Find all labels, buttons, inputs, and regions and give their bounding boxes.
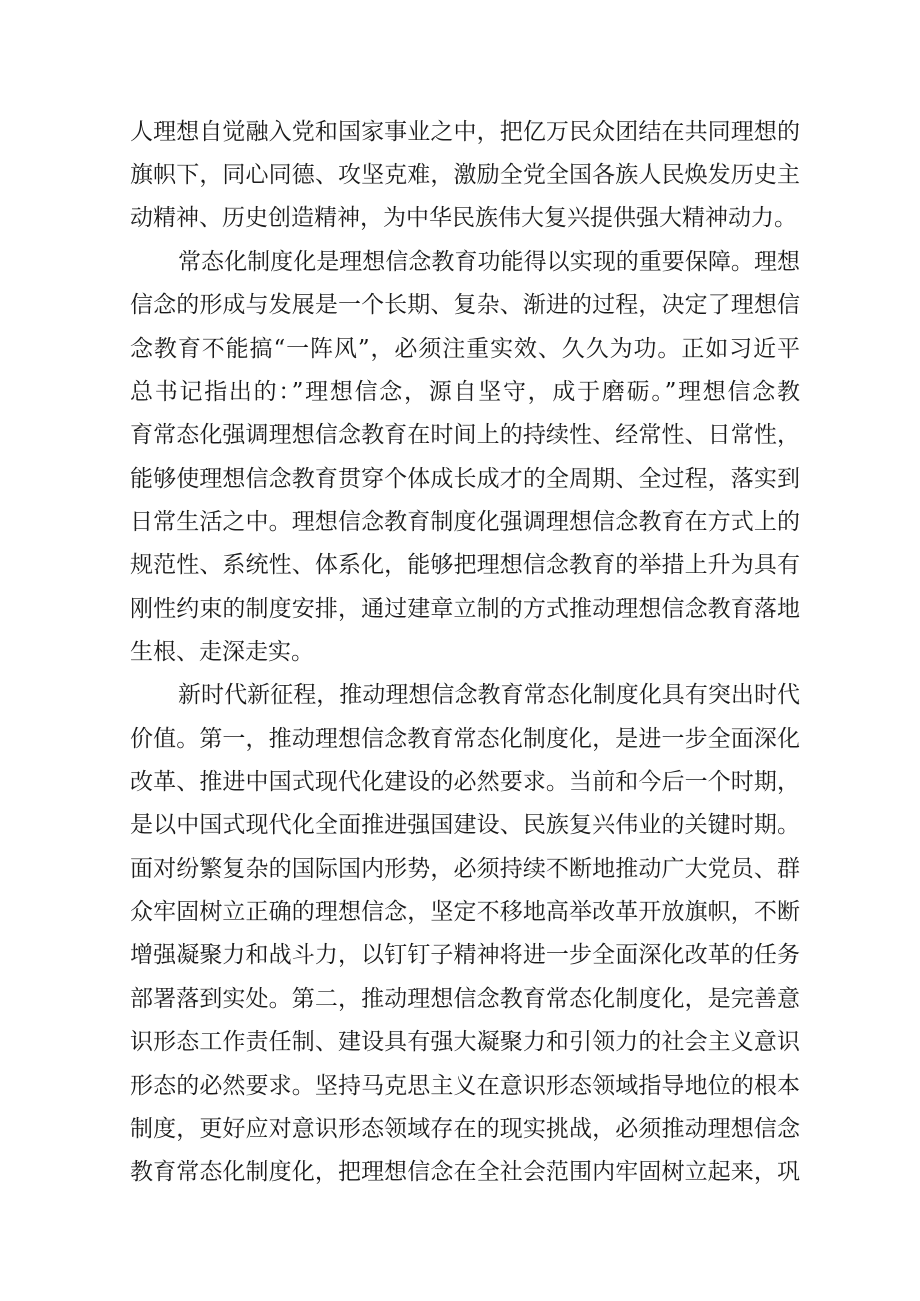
text-line: 识形态工作责任制、建设具有强大凝聚力和引领力的社会主义意识 [130,1029,800,1055]
text-line: 念教育不能搞“一阵风”，必须注重实效、久久为功。正如习近平 [130,336,800,362]
text-line: 面对纷繁复杂的国际国内形势，必须持续不断地推动广大党员、群 [130,856,800,882]
text-line: 信念的形成与发展是一个长期、复杂、渐进的过程，决定了理想信 [130,292,800,318]
text-line: 人理想自觉融入党和国家事业之中，把亿万民众团结在共同理想的 [130,119,800,145]
text-line: 部署落到实处。第二，推动理想信念教育常态化制度化，是完善意 [130,986,800,1012]
paragraph-start-line: 新时代新征程，推动理想信念教育常态化制度化具有突出时代 [178,682,800,708]
text-line: 刚性约束的制度安排，通过建章立制的方式推动理想信念教育落地 [130,596,800,622]
text-line: 规范性、系统性、体系化，能够把理想信念教育的举措上升为具有 [130,552,800,578]
text-line: 形态的必然要求。坚持马克思主义在意识形态领域指导地位的根本 [130,1073,800,1099]
text-line: 总书记指出的：”理想信念，源自坚守，成于磨砺。”理想信念教 [130,379,800,405]
text-line: 动精神、历史创造精神，为中华民族伟大复兴提供强大精神动力。 [130,205,797,231]
text-line: 能够使理想信念教育贯穿个体成长成才的全周期、全过程，落实到 [130,466,800,492]
text-line: 是以中国式现代化全面推进强国建设、民族复兴伟业的关键时期。 [130,812,800,838]
text-line: 教育常态化制度化，把理想信念在全社会范围内牢固树立起来，巩 [130,1159,800,1185]
text-line: 日常生活之中。理想信念教育制度化强调理想信念教育在方式上的 [130,509,800,535]
text-line: 生根、走深走实。 [130,639,314,665]
text-line: 众牢固树立正确的理想信念，坚定不移地高举改革开放旗帜，不断 [130,899,800,925]
text-line: 育常态化强调理想信念教育在时间上的持续性、经常性、日常性， [130,422,800,448]
paragraph-start-line: 常态化制度化是理想信念教育功能得以实现的重要保障。理想 [178,249,800,275]
text-line: 制度，更好应对意识形态领域存在的现实挑战，必须推动理想信念 [130,1116,800,1142]
text-line: 旗帜下，同心同德、攻坚克难，激励全党全国各族人民焕发历史主 [130,162,800,188]
text-line: 改革、推进中国式现代化建设的必然要求。当前和今后一个时期， [130,769,800,795]
text-line: 价值。第一，推动理想信念教育常态化制度化，是进一步全面深化 [130,726,800,752]
text-line: 增强凝聚力和战斗力，以钉钉子精神将进一步全面深化改革的任务 [130,942,800,968]
